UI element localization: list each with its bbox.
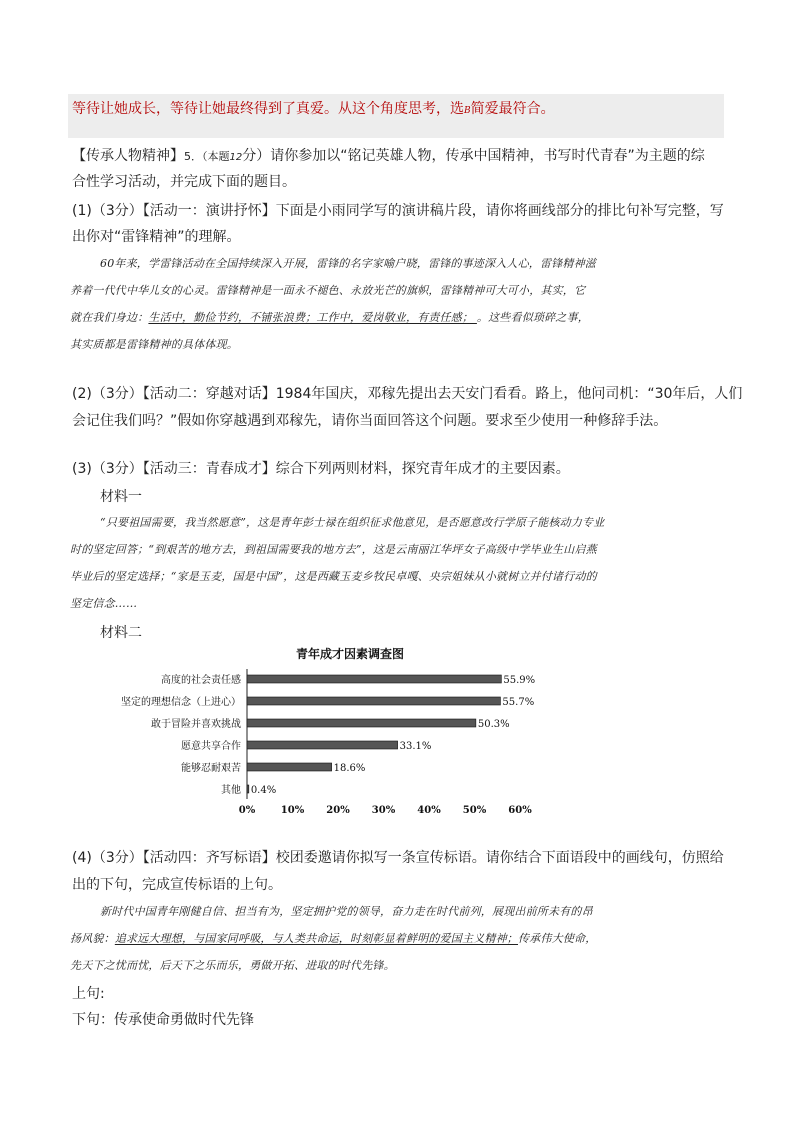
lower-line-answer: 下句：传承使命勇做时代先锋 <box>72 1012 254 1028</box>
chart-bar <box>247 763 332 771</box>
p4-prompt-line2: 出的下句，完成宣传标语的上句。 <box>72 877 282 893</box>
p4-passage-line2-b: 传承伟大使命， <box>518 932 597 945</box>
material-1-line1: “只要祖国需要，我当然愿意”，这是青年彭士禄在组织征求他意见，是否愿意改行学原子能核动力专业 <box>100 516 605 529</box>
material-1-line2: 时的坚定回答；“到艰苦的地方去，到祖国需要我的地方去”，这是云南丽江华坪女子高级中学毕业生山启燕 <box>70 543 597 556</box>
chart-value-label: 50.3% <box>477 719 510 730</box>
chart-category-label: 愿意共享合作 <box>181 741 241 752</box>
material-1-line4: 坚定信念…… <box>70 597 138 610</box>
p1-passage-line1: 60年来，学雷锋活动在全国持续深入开展，雷锋的名字家喻户晓，雷锋的事迹深入人心，雷锋精神滋 <box>100 257 596 270</box>
chart-x-tick-label: 0% <box>238 805 256 816</box>
chart-value-label: 0.4% <box>250 785 277 796</box>
chart-x-tick-label: 60% <box>508 805 532 816</box>
chart-x-tick-label: 40% <box>417 805 441 816</box>
p1-prompt: (1)（3分）【活动一：演讲抒怀】下面是小雨同学写的演讲稿片段，请你将画线部分的排比句补写完整，写 <box>72 203 724 219</box>
p4-passage-line3: 先天下之忧而忧，后天下之乐而乐，勇做开拓、进取的时代先锋。 <box>70 959 395 972</box>
chart-value-label: 18.6% <box>333 763 366 774</box>
chart-category-label: 其他 <box>221 785 241 796</box>
p1-passage-line2: 养着一代代中华儿女的心灵。雷锋精神是一面永不褪色、永放光芒的旗帜，雷锋精神可大可小，其实，它 <box>70 284 586 297</box>
answer-text-b: 简爱最符合。 <box>470 101 555 117</box>
q5-heading <box>72 145 705 165</box>
answer-text-a: 等待让她成长，等待让她最终得到了真爱。从这个角度思考，选 <box>72 101 464 117</box>
p4-prompt: (4)（3分）【活动四：齐写标语】校团委邀请你拟写一条宣传标语。请你结合下面语段中的画线句，仿照给 <box>72 850 724 866</box>
p3-prompt: (3)（3分）【活动三：青春成才】综合下列两则材料，探究青年成才的主要因素。 <box>72 461 570 477</box>
p1-prompt-line2: 出你对“雷锋精神”的理解。 <box>72 229 241 245</box>
chart-value-label: 55.7% <box>502 697 535 708</box>
chart-bar <box>247 697 500 705</box>
chart-x-tick-label: 30% <box>371 805 396 816</box>
q5-number: 5．（本题 <box>184 150 230 163</box>
chart-category-label: 高度的社会责任感 <box>161 675 241 686</box>
p4-passage-line1: 新时代中国青年刚健自信、担当有为，坚定拥护党的领导，奋力走在时代前列，展现出前所未有的昂 <box>100 905 593 918</box>
chart-x-tick-label: 20% <box>326 805 350 816</box>
chart-category-label: 坚定的理想信念（上进心） <box>121 697 241 708</box>
chart-value-label: 33.1% <box>399 741 432 752</box>
chart-x-tick-label: 10% <box>280 805 305 816</box>
p2-prompt: (2)（3分）【活动二：穿越对话】1984年国庆，邓稼先提出去天安门看看。路上，他问司机：“30年后，人们 <box>72 386 743 402</box>
youth-success-factor-chart <box>121 645 560 816</box>
p2-prompt-line2: 会记住我们吗？”假如你穿越遇到邓稼先，请你当面回答这个问题。要求至少使用一种修辞手法。 <box>72 413 668 429</box>
upper-line-label: 上句: <box>72 986 105 1002</box>
q5-heading-line2: 合性学习活动，并完成下面的题目。 <box>72 174 296 190</box>
chart-bar <box>247 719 476 727</box>
chart-value-label: 55.9% <box>503 675 536 686</box>
p4-passage-line2 <box>70 930 596 946</box>
answer-text <box>72 98 555 118</box>
chart-bar <box>247 675 501 683</box>
chart-title: 青年成才因素调查图 <box>295 647 405 661</box>
q5-tag: 【传承人物精神】 <box>72 148 184 164</box>
p1-passage-line3 <box>70 309 589 325</box>
answer-choice: B <box>464 106 471 116</box>
p1-passage-line3-a: 就在我们身边： <box>70 311 149 324</box>
p1-passage-line3-b: 。这些看似琐碎之事， <box>476 311 589 324</box>
p4-passage-line2-a: 扬风貌： <box>70 932 115 945</box>
p4-underlined-sentence: 追求远大理想，与国家同呼吸，与人类共命运，时刻彰显着鲜明的爱国主义精神； <box>114 932 519 945</box>
material-1-line3: 毕业后的坚定选择；“家是玉麦，国是中国”，这是西藏玉麦乡牧民卓嘎、央宗姐妹从小就树立并付诸行动的 <box>70 570 597 583</box>
chart-bar <box>247 785 249 793</box>
material-2-title: 材料二 <box>100 625 142 641</box>
q5-points: 12 <box>229 152 243 163</box>
chart-category-label: 能够忍耐艰苦 <box>181 763 241 774</box>
answer-highlight-box <box>68 94 724 138</box>
chart-category-label: 敢于冒险并喜欢挑战 <box>151 719 241 730</box>
q5-heading-rest: 分）请你参加以“铭记英雄人物，传承中国精神，书写时代青春”为主题的综 <box>242 148 705 164</box>
material-1-title: 材料一 <box>100 489 142 505</box>
chart-x-tick-label: 50% <box>462 805 487 816</box>
p1-passage-line4: 其实质都是雷锋精神的具体体现。 <box>70 338 238 351</box>
p1-underlined-parallel: 生活中，勤俭节约，不铺张浪费；工作中，爱岗敬业，有责任感； <box>148 311 477 324</box>
chart-bar <box>247 741 398 749</box>
